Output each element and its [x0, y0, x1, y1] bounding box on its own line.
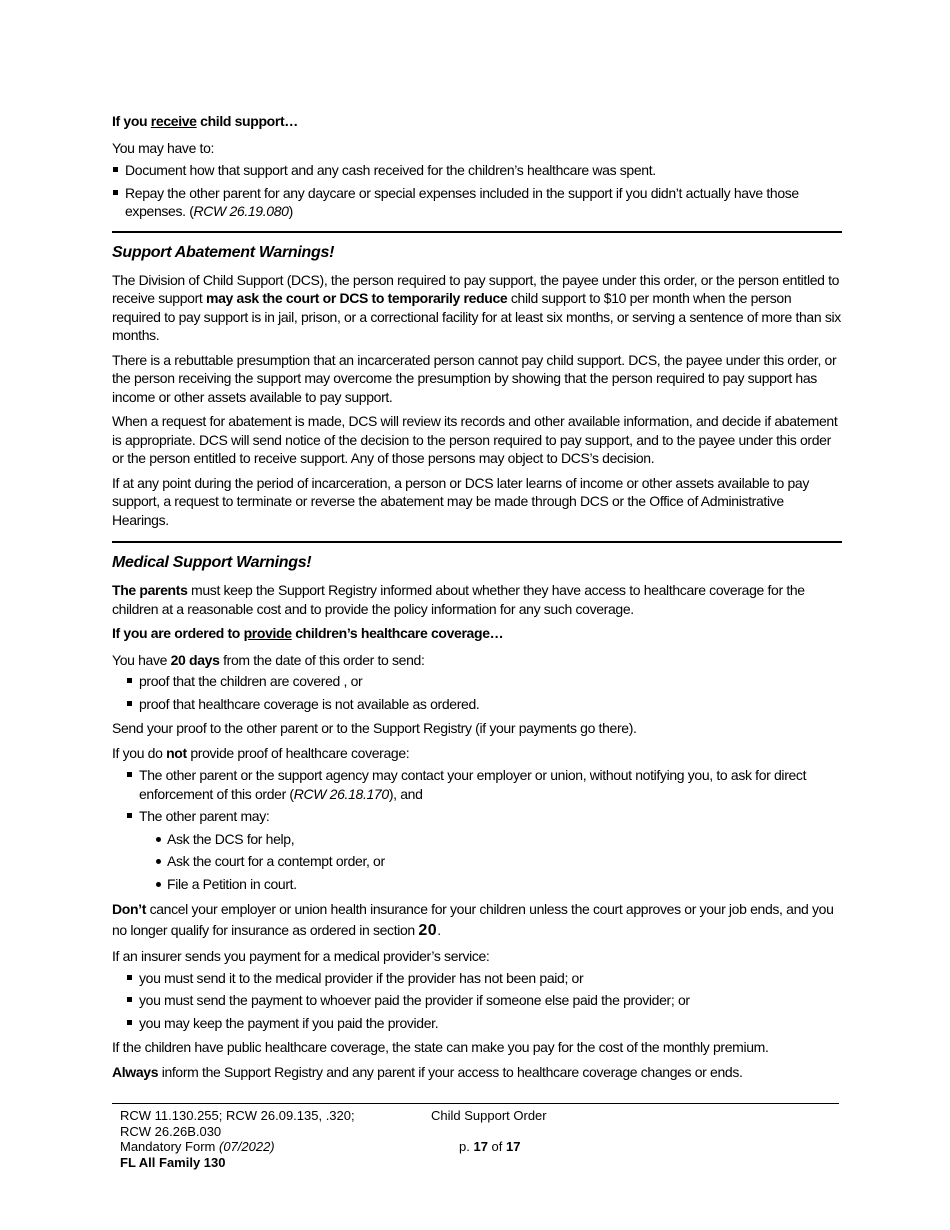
underlined-text: provide: [243, 625, 292, 641]
bold-text: may ask the court or DCS to temporarily reduce: [206, 290, 508, 306]
medical-title: Medical Support Warnings!: [112, 554, 312, 571]
footer-mandatory: [120, 1139, 420, 1155]
list-item: proof that the children are covered , or: [112, 672, 842, 691]
rcw-citation: RCW 26.18.170: [293, 785, 389, 802]
bold-text: not: [166, 744, 187, 761]
text: cancel your employer or union health insurance for your children unless the court approves or your job ends, and you no longer qualify for insurance as ordered in section: [112, 901, 834, 938]
abatement-paragraph: [112, 271, 842, 345]
list-item: you may keep the payment if you paid the provider.: [112, 1014, 842, 1033]
text: The other parent or the support agency may contact your employer or union, without notifying you, to ask for direct enforcement of this order (: [139, 767, 807, 802]
receive-heading: [112, 112, 842, 131]
list-item-text: Repay the other parent for any daycare or special expenses included in the support if you didn’t actually have those expenses. (: [125, 184, 799, 219]
rcw-citation: RCW 26.19.080: [193, 203, 289, 219]
text: child support to $10 per month when the person required to pay support is in jail, prison, or a correctional facility for at least six months, or serving a sentence of more than six months.: [112, 290, 841, 343]
abatement-paragraph: There is a rebuttable presumption that an incarcerated person cannot pay child support. DCS, the payee under this order, or the person receiving the support may overcome the presumption by showing that the person required to pay support has income or other assets available to pay support.: [112, 351, 837, 405]
list-item: Document how that support and any cash received for the children’s healthcare was spent.: [112, 161, 842, 180]
text: The Division of Child Support (DCS), the person required to pay support, the payee under this order, or the person entitled to receive support: [112, 271, 840, 306]
text: .: [437, 922, 441, 938]
document-body: [112, 112, 842, 1087]
text: ), and: [388, 785, 423, 802]
send-paragraph: Send your proof to the other parent or to the Support Registry (if your payments go there).: [112, 720, 637, 736]
section-divider: [112, 541, 842, 543]
text: inform the Support Registry and any parent if your access to healthcare coverage changes or ends.: [158, 1063, 743, 1080]
text: p.: [459, 1139, 474, 1154]
text: The other parent may:: [139, 808, 270, 824]
text: provide proof of healthcare coverage:: [186, 744, 410, 761]
footer-form-id: FL All Family 130: [120, 1154, 226, 1170]
always-paragraph: [112, 1063, 842, 1082]
text: If you are ordered to: [112, 625, 244, 641]
receive-intro: You may have to:: [112, 139, 215, 156]
footer-rcw-line: RCW 11.130.255; RCW 26.09.135, .320;: [120, 1108, 355, 1123]
text: of: [487, 1139, 507, 1154]
receive-heading-underlined: receive: [150, 113, 197, 129]
page-total: 17: [506, 1139, 521, 1154]
list-item: you must send it to the medical provider if the provider has not been paid; or: [112, 969, 842, 988]
bold-text: The parents: [112, 582, 188, 598]
footer-page-number: [459, 1139, 681, 1155]
text: Mandatory Form: [120, 1139, 219, 1154]
bold-text: Don’t: [112, 901, 147, 917]
insurer-paragraph: If an insurer sends you payment for a medical provider’s service:: [112, 948, 490, 964]
medical-paragraph: [112, 581, 842, 618]
footer-rcw-line: RCW 26.26B.030: [120, 1123, 222, 1139]
text: must keep the Support Registry informed about whether they have access to healthcare coverage for the children at a reasonable cost and to provide the policy information for any such coverage.: [112, 582, 805, 617]
sub-list-item: Ask the court for a contempt order, or: [112, 852, 842, 871]
receive-heading-pre: If you: [112, 113, 151, 129]
dont-paragraph: [112, 899, 842, 941]
text: from the date of this order to send:: [219, 651, 425, 668]
insurer-list: [112, 969, 842, 1033]
list-item: [112, 184, 842, 221]
days-paragraph: [112, 651, 842, 670]
text: If you do: [112, 744, 167, 761]
abatement-paragraph: When a request for abatement is made, DCS will review its records and other available information, and decide if abatement is appropriate. DCS will send notice of the decision to the person required to pay support, and to the payee under this order or the person entitled to receive support. Any of those persons may object to DCS’s decision.: [112, 413, 838, 466]
abatement-title: Support Abatement Warnings!: [112, 243, 335, 261]
other-parent-list: [112, 830, 842, 894]
bold-text: 20 days: [170, 651, 220, 668]
form-date: (07/2022): [218, 1139, 275, 1154]
proof-list: [112, 672, 842, 713]
list-item-close: ): [288, 203, 293, 219]
sub-list-item: Ask the DCS for help,: [112, 830, 842, 849]
list-item: you must send the payment to whoever paid the provider if someone else paid the provider; or: [112, 991, 842, 1010]
footer-spacer: [431, 1124, 681, 1140]
list-item: [112, 766, 842, 803]
receive-list: [112, 161, 842, 221]
section-divider: [112, 231, 842, 233]
footer-doc-title: Child Support Order: [431, 1108, 547, 1123]
abatement-paragraph: If at any point during the period of incarceration, a person or DCS later learns of income or other assets available to pay support, a request to terminate or reverse the abatement may be made through DCS or the Office of Administrative Hearings.: [112, 474, 810, 528]
section-number: 20: [418, 922, 438, 939]
provide-heading: [112, 624, 842, 643]
footer-right: [431, 1108, 681, 1155]
sub-list-item: File a Petition in court.: [112, 875, 842, 894]
text: children’s healthcare coverage…: [291, 625, 504, 641]
page-footer: [112, 1103, 839, 1170]
footer-left: [120, 1108, 420, 1170]
not-list: [112, 766, 842, 893]
text: You have: [112, 651, 171, 668]
list-item: proof that healthcare coverage is not available as ordered.: [112, 695, 842, 714]
list-item: [112, 807, 842, 893]
bold-text: Always: [112, 1063, 159, 1080]
page-current: 17: [473, 1139, 488, 1154]
receive-heading-post: child support…: [196, 113, 298, 129]
not-paragraph: [112, 744, 842, 763]
public-paragraph: If the children have public healthcare coverage, the state can make you pay for the cost of the monthly premium.: [112, 1039, 769, 1055]
